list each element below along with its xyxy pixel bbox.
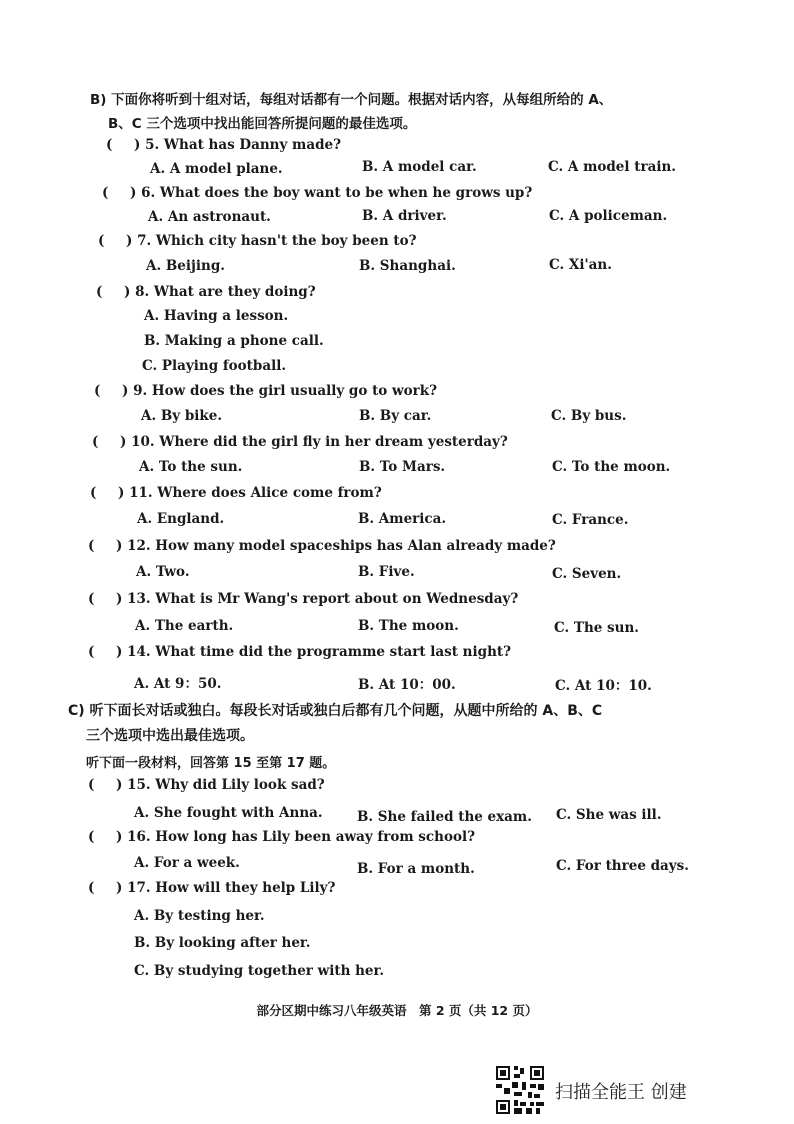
- question-text: 8. What are they doing?: [135, 284, 316, 300]
- option-b: B. Shanghai.: [359, 258, 456, 274]
- question-text: 13. What is Mr Wang's report about on Wednesday?: [127, 591, 519, 607]
- option-a: A. Two.: [136, 564, 190, 580]
- question-text: 7. Which city hasn't the boy been to?: [137, 233, 417, 249]
- option-a: A. To the sun.: [139, 459, 243, 475]
- answer-bracket-close: ): [116, 880, 123, 896]
- option-a: A. By testing her.: [134, 908, 265, 924]
- section-b-instruction-2: B、C 三个选项中找出能回答所提问题的最佳选项。: [108, 116, 417, 132]
- question-text: 15. Why did Lily look sad?: [127, 777, 325, 793]
- answer-bracket-close: ): [116, 777, 123, 793]
- option-c: C. At 10：10.: [555, 678, 652, 694]
- question-5: [106, 137, 341, 153]
- question-text: 17. How will they help Lily?: [127, 880, 336, 896]
- option-a: A. She fought with Anna.: [134, 805, 323, 821]
- page-footer: 部分区期中练习八年级英语 第 2 页（共 12 页）: [256, 1003, 538, 1018]
- option-b: B. Five.: [358, 564, 415, 580]
- option-c: C. France.: [552, 512, 629, 528]
- option-b: B. Making a phone call.: [144, 333, 324, 349]
- section-c-instruction-1: C) 听下面长对话或独白。每段长对话或独白后都有几个问题，从题中所给的 A、B、C: [68, 703, 603, 719]
- answer-bracket-open[interactable]: (: [88, 538, 95, 554]
- option-a: A. A model plane.: [150, 161, 283, 177]
- question-6: [102, 185, 532, 201]
- answer-bracket-close: ): [116, 829, 123, 845]
- answer-bracket-open[interactable]: (: [88, 880, 95, 896]
- question-11: [90, 485, 382, 501]
- question-7: [98, 233, 417, 249]
- answer-bracket-open[interactable]: (: [88, 829, 95, 845]
- option-b: B. She failed the exam.: [357, 809, 532, 825]
- option-b: B. By car.: [359, 408, 432, 424]
- option-b: B. A model car.: [362, 159, 477, 175]
- answer-bracket-open[interactable]: (: [96, 284, 103, 300]
- question-text: 10. Where did the girl fly in her dream yesterday?: [131, 434, 508, 450]
- option-a: A. Beijing.: [146, 258, 225, 274]
- answer-bracket-close: ): [120, 434, 127, 450]
- option-c: C. By studying together with her.: [134, 963, 385, 979]
- option-c: C. Xi'an.: [549, 257, 612, 273]
- answer-bracket-open[interactable]: (: [90, 485, 97, 501]
- option-c: C. A policeman.: [549, 208, 668, 224]
- answer-bracket-close: ): [116, 644, 123, 660]
- question-15: [88, 777, 325, 793]
- option-a: A. England.: [137, 511, 225, 527]
- question-text: 5. What has Danny made?: [145, 137, 342, 153]
- answer-bracket-close: ): [130, 185, 137, 201]
- question-8: [96, 284, 316, 300]
- option-c: C. She was ill.: [556, 807, 662, 823]
- section-b-instruction-1: B) 下面你将听到十组对话，每组对话都有一个问题。根据对话内容，从每组所给的 A、: [90, 92, 613, 108]
- option-b: B. By looking after her.: [134, 935, 311, 951]
- question-text: 16. How long has Lily been away from school?: [127, 829, 475, 845]
- answer-bracket-close: ): [126, 233, 133, 249]
- option-a: A. At 9：50.: [134, 676, 222, 692]
- option-b: B. At 10：00.: [358, 677, 456, 693]
- option-a: A. An astronaut.: [148, 209, 271, 225]
- question-16: [88, 829, 475, 845]
- section-c-sub-instruction: 听下面一段材料，回答第 15 至第 17 题。: [86, 756, 336, 771]
- option-c: C. Seven.: [552, 566, 622, 582]
- option-a: A. By bike.: [141, 408, 223, 424]
- option-b: B. For a month.: [357, 861, 475, 877]
- answer-bracket-close: ): [134, 137, 141, 153]
- question-text: 6. What does the boy want to be when he grows up?: [141, 185, 533, 201]
- answer-bracket-close: ): [124, 284, 131, 300]
- option-a: A. Having a lesson.: [144, 308, 289, 324]
- answer-bracket-close: ): [116, 591, 123, 607]
- option-c: C. Playing football.: [142, 358, 287, 374]
- option-b: B. America.: [358, 511, 447, 527]
- question-10: [92, 434, 508, 450]
- option-c: C. A model train.: [548, 159, 676, 175]
- question-13: [88, 591, 518, 607]
- answer-bracket-open[interactable]: (: [88, 644, 95, 660]
- question-text: 14. What time did the programme start last night?: [127, 644, 512, 660]
- section-c-instruction-2: 三个选项中选出最佳选项。: [86, 728, 254, 744]
- answer-bracket-close: ): [118, 485, 125, 501]
- answer-bracket-close: ): [116, 538, 123, 554]
- option-c: C. For three days.: [556, 858, 689, 874]
- option-b: B. To Mars.: [359, 459, 446, 475]
- option-a: A. The earth.: [135, 618, 234, 634]
- question-17: [88, 880, 335, 896]
- answer-bracket-open[interactable]: (: [88, 777, 95, 793]
- option-c: C. The sun.: [554, 620, 639, 636]
- question-12: [88, 538, 556, 554]
- option-b: B. A driver.: [362, 208, 447, 224]
- answer-bracket-open[interactable]: (: [92, 434, 99, 450]
- answer-bracket-open[interactable]: (: [102, 185, 109, 201]
- qr-code-icon: [494, 1064, 546, 1116]
- option-b: B. The moon.: [358, 618, 459, 634]
- question-text: 11. Where does Alice come from?: [129, 485, 382, 501]
- option-c: C. To the moon.: [552, 459, 671, 475]
- answer-bracket-open[interactable]: (: [98, 233, 105, 249]
- answer-bracket-open[interactable]: (: [106, 137, 113, 153]
- answer-bracket-open[interactable]: (: [94, 383, 101, 399]
- question-9: [94, 383, 437, 399]
- option-c: C. By bus.: [551, 408, 627, 424]
- answer-bracket-close: ): [122, 383, 129, 399]
- question-14: [88, 644, 511, 660]
- question-text: 12. How many model spaceships has Alan already made?: [127, 538, 556, 554]
- answer-bracket-open[interactable]: (: [88, 591, 95, 607]
- question-text: 9. How does the girl usually go to work?: [133, 383, 438, 399]
- option-a: A. For a week.: [134, 855, 240, 871]
- scanner-brand-label: 扫描全能王 创建: [555, 1082, 687, 1103]
